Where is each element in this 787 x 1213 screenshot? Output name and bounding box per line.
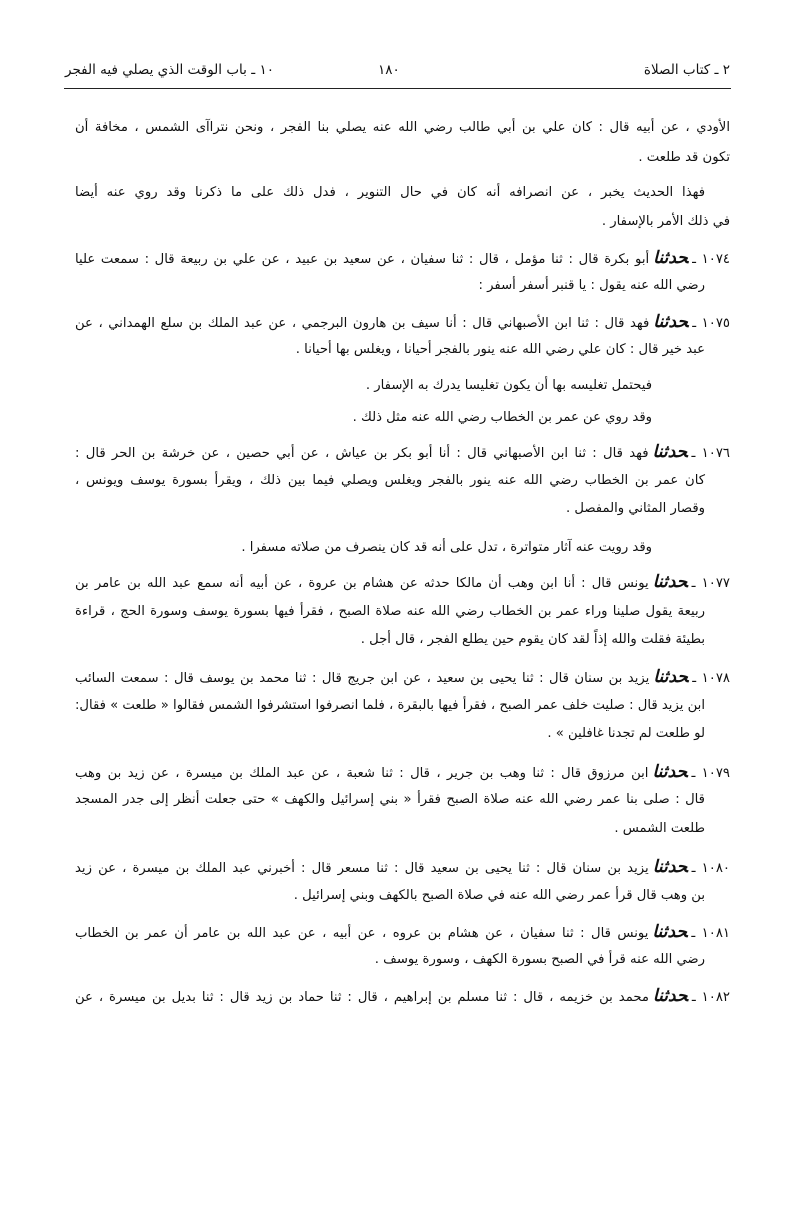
text-line: فهد قال : ثنا ابن الأصبهاني قال : أنا أبو بكر بن عياش ، عن أبي حصين ، عن خرشة بن الحر قال :: [75, 446, 649, 461]
hadith-number: ١٠٧٧ ـ: [691, 576, 731, 591]
hadith-1082: [75, 986, 730, 1008]
header-rule: [64, 88, 731, 89]
text-line: لو طلعت لم تجدنا غافلين » .: [547, 726, 705, 741]
hadith-1076: [75, 442, 730, 464]
text-line: كان عمر بن الخطاب رضي الله عنه ينور بالفجر ويغلس ويصلي فيما بين ذلك ، ويقرأ بسورة يوسف ويونس ،: [75, 473, 705, 488]
hadith-keyword: حدثنا: [653, 248, 689, 268]
hadith-number: ١٠٧٦ ـ: [691, 446, 730, 461]
hadith-number: ١٠٧٨ ـ: [692, 671, 730, 686]
hadith-number: ١٠٧٩ ـ: [691, 766, 730, 781]
hadith-keyword: حدثنا: [652, 442, 688, 462]
text-line: رضي الله عنه يقول : يا قنبر أسفر أسفر :: [478, 278, 705, 293]
hadith-number: ١٠٨٢ ـ: [691, 990, 730, 1005]
hadith-1074: [75, 248, 730, 270]
hadith-number: ١٠٨٠ ـ: [691, 861, 730, 876]
note-line: وقد رويت عنه آثار متواترة ، تدل على أنه قد كان ينصرف من صلاته مسفرا .: [241, 540, 652, 555]
text-line: طلعت الشمس .: [614, 821, 705, 836]
hadith-keyword: حدثنا: [652, 986, 688, 1006]
hadith-number: ١٠٧٤ ـ: [692, 252, 730, 267]
hadith-keyword: حدثنا: [652, 762, 688, 782]
hadith-1080: [75, 857, 730, 879]
text-line: رضي الله عنه قرأ في الصبح بسورة الكهف ، وسورة يوسف .: [374, 952, 705, 967]
text-line: أبو بكرة قال : ثنا مؤمل ، قال : ثنا سفيان ، عن سعيد بن عبيد ، عن علي بن ربيعة قال : سمعت عليا: [75, 252, 650, 267]
hadith-1077: [75, 572, 730, 594]
hadith-1075: [75, 312, 730, 334]
text-line: يزيد بن سنان قال : ثنا يحيى بن سعيد قال : ثنا مسعر قال : أخبرني عبد الملك بن ميسرة ، عن زيد: [75, 861, 649, 876]
hadith-keyword: حدثنا: [652, 922, 688, 942]
note-line: وقد روي عن عمر بن الخطاب رضي الله عنه مثل ذلك .: [352, 410, 652, 425]
hadith-1081: [75, 922, 730, 944]
hadith-keyword: حدثنا: [652, 857, 688, 877]
text-line: فهد قال : ثنا ابن الأصبهاني قال : أنا سيف بن هارون البرجمي ، عن عبد الملك بن سلع الهمداني ، عن: [75, 316, 650, 331]
text-line: ابن يزيد قال : صليت خلف عمر الصبح ، فقرأ فيها بالبقرة ، فلما انصرفوا استشرفوا الشمس فقالوا « طلعت » فقال:: [74, 698, 705, 713]
hadith-keyword: حدثنا: [653, 312, 689, 332]
note-line: فيحتمل تغليسه بها أن يكون تغليسا يدرك به الإسفار .: [365, 378, 652, 393]
text-line: يونس قال : ثنا سفيان ، عن هشام بن عروه ، عن أبيه ، عن عبد الله بن عامر أن عمر بن الخطاب: [75, 926, 649, 941]
text-line: قال : صلى بنا عمر رضي الله عنه صلاة الصبح فقرأ « بني إسرائيل والكهف » حتى جعلت أنظر إلى جدر المسجد: [75, 792, 705, 807]
hadith-keyword: حدثنا: [653, 667, 689, 687]
hadith-number: ١٠٨١ ـ: [691, 926, 730, 941]
hadith-1079: [75, 762, 730, 784]
text-line: في ذلك الأمر بالإسفار .: [601, 214, 730, 229]
text-line: محمد بن خزيمه ، قال : ثنا مسلم بن إبراهيم ، قال : ثنا حماد بن زيد قال : ثنا بديل بن ميسرة ، عن: [75, 990, 649, 1005]
text-line: بطيئة فقلت والله إذاً لقد كان يقوم حين يطلع الفجر ، قال أجل .: [360, 632, 705, 647]
text-line: ربيعة يقول صلينا وراء عمر بن الخطاب رضي الله عنه صلاة الصبح ، فقرأ فيها بسورة يوسف وسورة الحج ، قراءة: [75, 604, 705, 619]
text-line: يزيد بن سنان قال : ثنا يحيى بن سعيد ، عن ابن جريج قال : ثنا محمد بن يوسف قال : سمعت السائب: [75, 671, 650, 686]
text-line: تكون قد طلعت .: [638, 150, 730, 165]
text-line: بن وهب قال قرأ عمر رضي الله عنه في صلاة الصبح بالكهف وبني إسرائيل .: [293, 888, 705, 903]
section-title: ١٠ ـ باب الوقت الذي يصلي فيه الفجر: [65, 62, 274, 78]
text-line: وقصار المثاني والمفصل .: [566, 501, 705, 516]
hadith-1078: [75, 667, 730, 689]
text-line: فهذا الحديث يخبر ، عن انصرافه أنه كان في حال التنوير ، فدل ذلك على ما ذكرنا وقد روي عنه أيضا: [75, 185, 705, 200]
text-line: الأودي ، عن أبيه قال : كان علي بن أبي طالب رضي الله عنه يصلي بنا الفجر ، ونحن نتراآى الشمس ، مخافة أن: [75, 120, 730, 135]
text-line: عبد خير قال : كان علي رضي الله عنه ينور بالفجر أحيانا ، ويغلس بها أحيانا .: [295, 342, 705, 357]
chapter-title: ٢ ـ كتاب الصلاة: [643, 62, 730, 78]
hadith-number: ١٠٧٥ ـ: [692, 316, 730, 331]
page-number: ١٨٠: [378, 62, 400, 78]
text-line: ابن مرزوق قال : ثنا وهب بن جرير ، قال : ثنا شعبة ، عن عبد الملك بن ميسرة ، عن زيد بن وهب: [75, 766, 649, 781]
text-line: يونس قال : أنا ابن وهب أن مالكا حدثه عن هشام بن عروة ، عن أبيه أنه سمع عبد الله بن عامر بن: [75, 576, 649, 591]
hadith-keyword: حدثنا: [652, 572, 688, 592]
